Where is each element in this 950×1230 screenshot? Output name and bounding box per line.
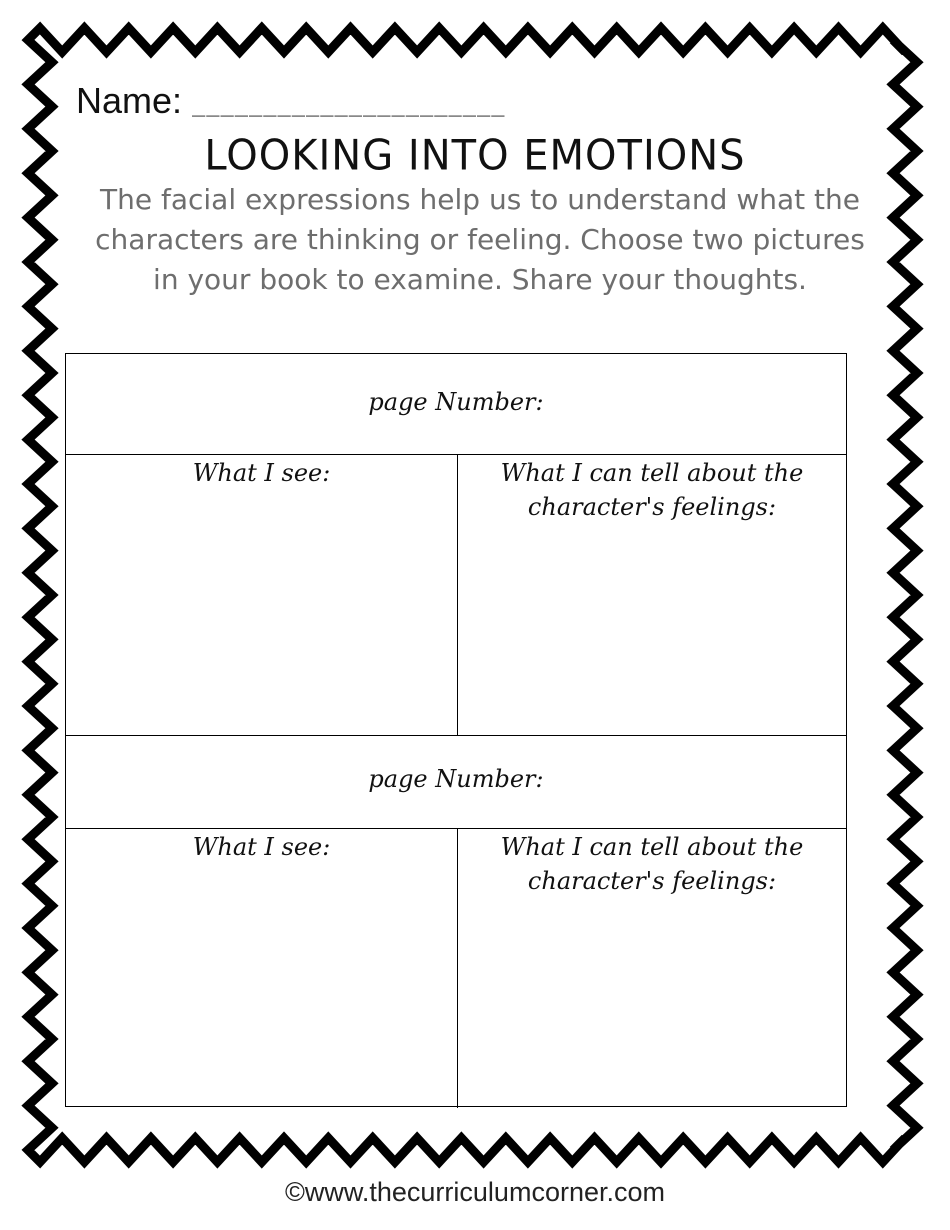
copyright-footer: ©www.thecurriculumcorner.com <box>284 1177 665 1207</box>
what-i-see-label: What I see: <box>192 833 331 861</box>
feelings-cell[interactable] <box>496 456 808 524</box>
what-i-see-cell[interactable] <box>66 456 457 490</box>
instructions-text: The facial expressions help us to understand what the characters are thinking or feeling. Choose two pictures in your book to examine. Share your thoughts. <box>95 183 865 296</box>
page-number-cell[interactable] <box>66 735 846 828</box>
table-divider <box>66 828 846 829</box>
page-number-label: page Number: <box>368 388 544 416</box>
page-number-label: page Number: <box>368 765 544 793</box>
column-divider <box>457 454 458 735</box>
name-line[interactable] <box>76 80 505 122</box>
page-title: LOOKING INTO EMOTIONS <box>204 131 746 181</box>
column-divider <box>457 828 458 1108</box>
feelings-label: What I can tell about the character's feelings: <box>500 833 804 895</box>
name-blank: ______________________ <box>192 92 506 117</box>
table-divider <box>66 454 846 455</box>
feelings-cell[interactable] <box>496 830 808 898</box>
page-number-cell[interactable] <box>66 354 846 454</box>
feelings-label: What I can tell about the character's feelings: <box>500 459 804 521</box>
what-i-see-label: What I see: <box>192 459 331 487</box>
what-i-see-cell[interactable] <box>66 830 457 864</box>
name-label: Name: <box>76 80 183 121</box>
response-table <box>65 353 847 1107</box>
